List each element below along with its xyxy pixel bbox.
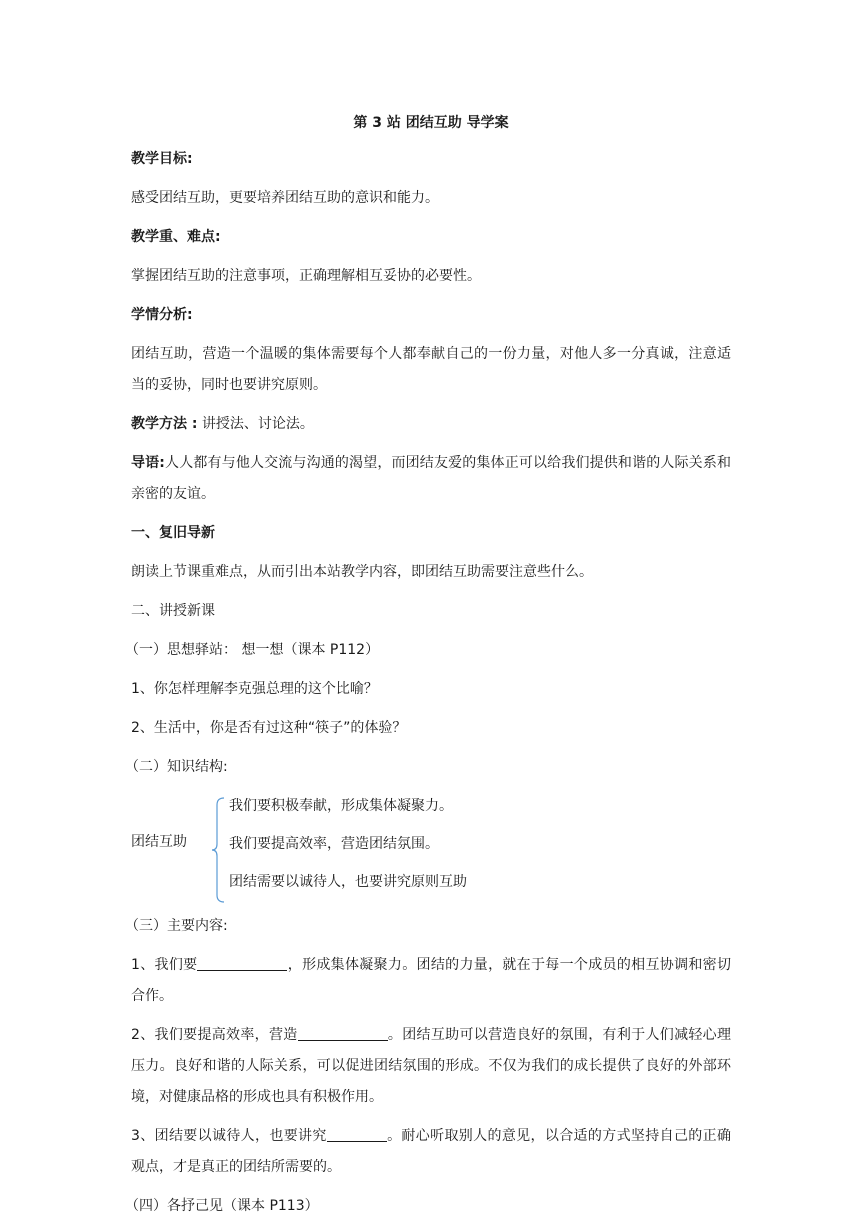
fill-blank-1[interactable] — [197, 952, 287, 971]
section1-text: 朗读上节课重难点，从而引出本站教学内容，即团结互助需要注意些什么。 — [131, 564, 593, 580]
subsection-3: （三）主要内容: — [125, 918, 228, 934]
structure-branch-1: 我们要积极奉献，形成集体凝聚力。 — [229, 798, 453, 814]
key-text: 掌握团结互助的注意事项，正确理解相互妥协的必要性。 — [131, 268, 481, 284]
goal-text: 感受团结互助，更要培养团结互助的意识和能力。 — [131, 190, 439, 206]
subsection-1: （一）思想驿站： 想一想（课本 P112） — [125, 642, 380, 658]
brace-icon — [211, 797, 225, 903]
page-title: 第 3 站 团结互助 导学案 — [353, 115, 509, 131]
fill-blank-3[interactable] — [327, 1123, 387, 1142]
analysis-text: 团结互助，营造一个温暖的集体需要每个人都奉献自己的一份力量，对他人多一分真诚，注意适当的妥协，同时也要讲究原则。 — [131, 346, 731, 393]
item2-suffix: 。团结互助可以营造良好的氛围，有利于人们减轻心理压力。良好和谐的人际关系，可以促进团结氛围的形成。不仅为我们的成长提供了良好的外部环境，对健康品格的形成也具有积极作用。 — [131, 1027, 731, 1105]
item3-prefix: 3、团结要以诚待人，也要讲究 — [131, 1128, 327, 1144]
item3-suffix: 。耐心听取别人的意见，以合适的方式坚持自己的正确观点，才是真正的团结所需要的。 — [131, 1128, 731, 1175]
intro-text: 人人都有与他人交流与沟通的渴望，而团结友爱的集体正可以给我们提供和谐的人际关系和亲密的友谊。 — [131, 455, 731, 502]
analysis-heading: 学情分析: — [131, 307, 193, 323]
section1-heading: 一、复旧导新 — [131, 525, 215, 541]
structure-root: 团结互助 — [131, 834, 187, 850]
question-2: 2、生活中，你是否有过这种“筷子”的体验？ — [131, 720, 407, 736]
subsection-4: （四）各抒己见（课本 P113） — [125, 1198, 319, 1214]
fill-blank-2[interactable] — [298, 1022, 388, 1041]
question-1: 1、你怎样理解李克强总理的这个比喻？ — [131, 681, 378, 697]
item1-prefix: 1、我们要 — [131, 957, 198, 973]
item1-suffix: ，形成集体凝聚力。团结的力量，就在于每一个成员的相互协调和密切合作。 — [131, 957, 731, 1004]
content-item-2 — [131, 1020, 731, 1113]
item2-prefix: 2、我们要提高效率，营造 — [131, 1027, 298, 1043]
intro-label: 导语: — [131, 455, 165, 471]
intro-paragraph — [131, 448, 731, 510]
key-heading: 教学重、难点: — [131, 229, 221, 245]
section2-heading: 二、讲授新课 — [131, 603, 215, 619]
content-item-1 — [131, 950, 731, 1012]
content-item-3 — [131, 1121, 731, 1183]
knowledge-structure — [131, 791, 731, 909]
subsection-2: （二）知识结构: — [125, 759, 228, 775]
goal-heading: 教学目标: — [131, 151, 193, 167]
method-line — [131, 409, 731, 440]
structure-branch-3: 团结需要以诚待人，也要讲究原则互助 — [229, 874, 467, 890]
document-body — [125, 108, 731, 1230]
method-text: 讲授法、讨论法。 — [197, 416, 314, 432]
structure-branch-2: 我们要提高效率，营造团结氛围。 — [229, 836, 439, 852]
method-label: 教学方法 : — [131, 416, 198, 432]
